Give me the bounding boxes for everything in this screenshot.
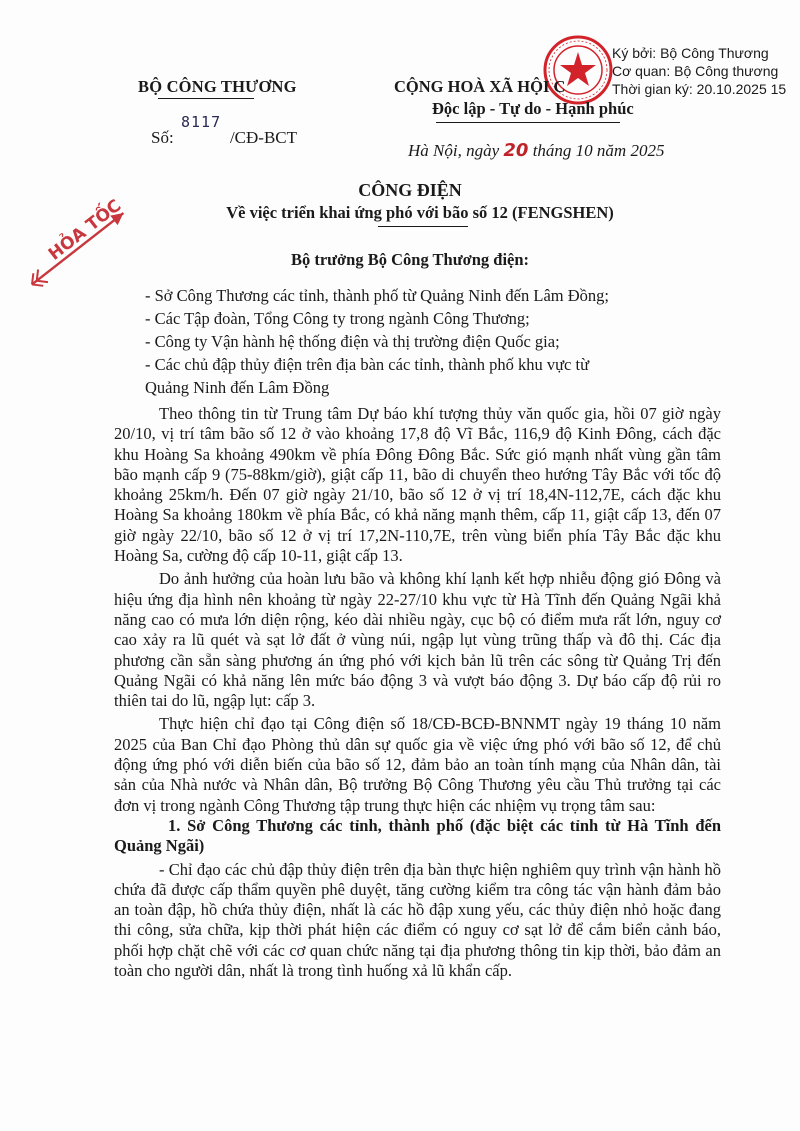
paragraph-directive: Thực hiện chỉ đạo tại Công điện số 18/CĐ-BCĐ-BNNMT ngày 19 tháng 10 năm 2025 của Ban Chỉ đạo Phòng thủ dân sự quốc gia về việc ứng phó với bão số 12, để chủ động ứng phó với diễn biến của bão số 12, đảm bảo an toàn tính mạng của Nhân dân, tài sản của Nhà nước và Nhân dân, Bộ trưởng Bộ Công Thương yêu cầu Thủ trưởng tại các đơn vị trong ngành Công Thương tập trung thực hiện các nhiệm vụ trọng tâm sau: [114, 714, 721, 815]
document-date [408, 140, 664, 161]
recipient-item: - Các Tập đoàn, Tổng Công ty trong ngành Công Thương; [145, 309, 530, 328]
ministry-underline [158, 98, 254, 99]
section-1-body: - Chỉ đạo các chủ đập thủy điện trên địa bàn thực hiện nghiêm quy trình vận hành hồ chứa đã được cấp thẩm quyền phê duyệt, tăng cường kiểm tra công tác vận hành đảm bảo an toàn đập, hồ chứa thủy điện, nhất là các hồ đập xung yếu, các thủy điện nhỏ hoặc đang thi công, sửa chữa, kịp thời phát hiện các điểm có nguy cơ sạt lở để cắm biển cảnh báo, phối hợp chặt chẽ với các cơ quan chức năng tại địa phương thông tin kịp thời, bảo đảm an toàn cho người dân, nhất là trong tình huống xả lũ khẩn cấp. [114, 859, 721, 981]
signing-agency: Cơ quan: Bộ Công thương [612, 63, 779, 79]
recipient-item-continuation: Quảng Ninh đến Lâm Đồng [145, 378, 330, 397]
document-body [114, 404, 721, 981]
number-label: Số: [151, 128, 174, 147]
national-motto: Độc lập - Tự do - Hạnh phúc [432, 99, 634, 118]
ministry-name: BỘ CÔNG THƯƠNG [138, 77, 297, 96]
recipient-list [145, 284, 665, 399]
date-suffix: tháng 10 năm 2025 [532, 141, 665, 160]
document-number [151, 113, 297, 148]
urgent-stamp-text: HỎA TỐC [44, 195, 126, 265]
paragraph-storm-forecast: Theo thông tin từ Trung tâm Dự báo khí tượng thủy văn quốc gia, hồi 07 giờ ngày 20/10, vị trí tâm bão số 12 ở vào khoảng 17,8 độ Vĩ Bắc, 116,9 độ Kinh Đông, cách đặc khu Hoàng Sa khoảng 490km về phía Đông Đông Bắc. Sức gió mạnh nhất vùng gần tâm bão mạnh cấp 9 (75-88km/giờ), giật cấp 11, bão di chuyển theo hướng Tây Bắc với tốc độ khoảng 25km/h. Đến 07 giờ ngày 21/10, bão số 12 ở vị trí 18,4N-112,7E, cách đặc khu Hoàng Sa khoảng 180km về phía Bắc, có khả năng mạnh thêm, cấp 11, giật cấp 13, đến 07 giờ ngày 22/10, bão số 12 ở vị trí 17,2N-110,7E, trên vùng biển phía Tây Bắc đặc khu Hoàng Sa, cường độ cấp 10-11, giật cấp 13. [114, 404, 721, 566]
subject-underline [378, 226, 468, 227]
recipient-item: - Công ty Vận hành hệ thống điện và thị trường điện Quốc gia; [145, 332, 560, 351]
section-1-heading: 1. Sở Công Thương các tỉnh, thành phố (đặc biệt các tỉnh từ Hà Tĩnh đến Quảng Ngãi) [114, 815, 721, 856]
recipient-item: - Các chủ đập thủy điện trên địa bàn các tỉnh, thành phố khu vực từ [145, 355, 590, 374]
recipient-item: - Sở Công Thương các tỉnh, thành phố từ Quảng Ninh đến Lâm Đồng; [145, 286, 609, 305]
date-prefix: Hà Nội, ngày [408, 141, 500, 160]
paragraph-rain-forecast: Do ảnh hưởng của hoàn lưu bão và không khí lạnh kết hợp nhiễu động gió Đông và hiệu ứng địa hình nên khoảng từ ngày 22-27/10 khu vực từ Hà Tĩnh đến Quảng Ngãi khả năng cao có mưa lớn diện rộng, kéo dài nhiều ngày, cục bộ có điểm mưa rất lớn, nguy cơ cao xảy ra lũ quét và sạt lở đất ở vùng núi, ngập lụt vùng trũng thấp và đô thị. Các địa phương cần sẵn sàng phương án ứng phó với kịch bản lũ trên các sông từ Quảng Trị đến Quảng Ngãi có khả năng lên mức báo động 3 và vượt báo động 3. Dự báo cấp độ rủi ro thiên tai do lũ, ngập lụt: cấp 3. [114, 569, 721, 711]
number-suffix: /CĐ-BCT [229, 128, 297, 147]
date-day: 20 [503, 140, 529, 161]
country-name: CỘNG HOÀ XÃ HỘI C [394, 77, 566, 96]
signing-time: Thời gian ký: 20.10.2025 15 [612, 81, 787, 97]
document-type: CÔNG ĐIỆN [358, 180, 462, 200]
addresser-line: Bộ trưởng Bộ Công Thương điện: [290, 250, 530, 269]
signed-by: Ký bởi: Bộ Công Thương [612, 45, 769, 61]
national-header [394, 77, 714, 119]
document-subject: Về việc triển khai ứng phó với bão số 12 (FENGSHEN) [226, 203, 614, 222]
number-value: 8117 [181, 113, 222, 131]
motto-underline [436, 122, 620, 123]
